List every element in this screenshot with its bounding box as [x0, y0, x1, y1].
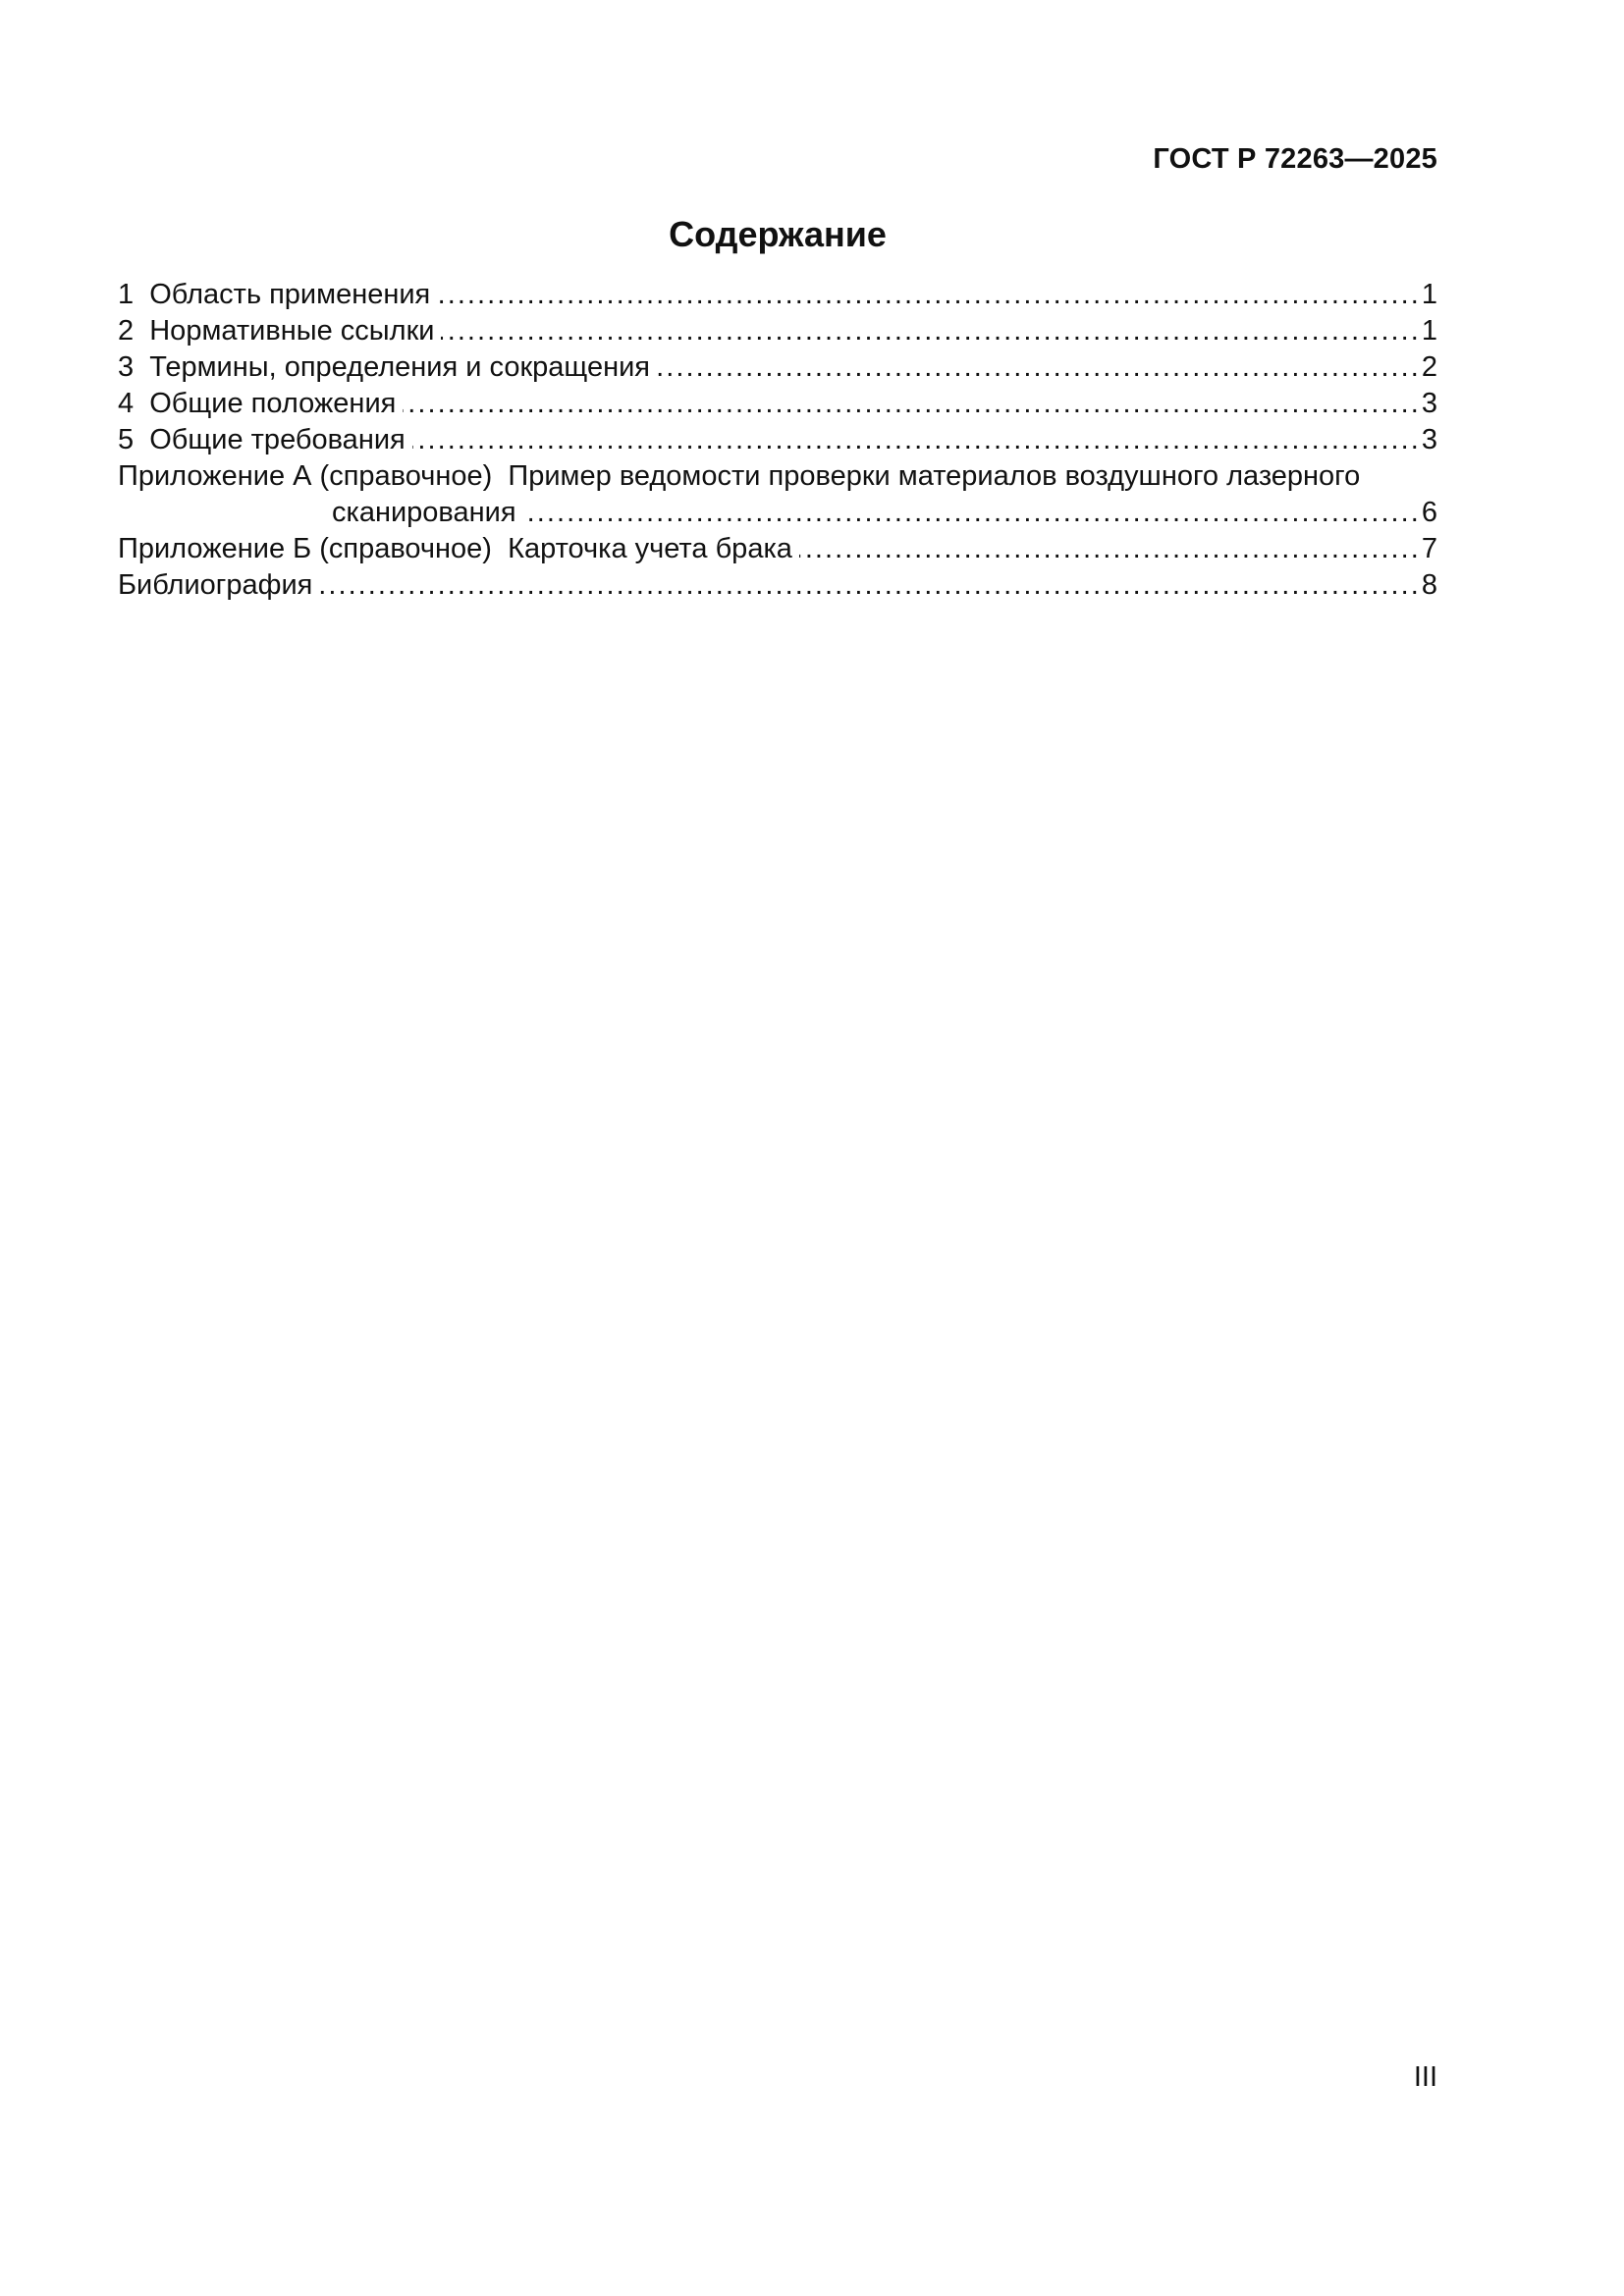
toc-dot-leader [437, 277, 1419, 313]
toc-entry [118, 349, 1437, 386]
toc-entry [118, 422, 1437, 458]
page-number: III [1413, 2061, 1437, 2093]
toc-entry [118, 567, 1437, 604]
toc-entry-label: Библиография [118, 569, 313, 601]
toc-dot-leader [403, 386, 1419, 422]
toc-entry [118, 277, 1437, 313]
toc-entry-label: 2 Нормативные ссылки [118, 315, 435, 347]
toc-entry [118, 386, 1437, 422]
toc-entry-page: 2 [1421, 351, 1437, 383]
toc-entry-page: 1 [1421, 279, 1437, 310]
toc-entry-appendix-a-line1 [118, 458, 1437, 495]
toc-entry-label: 1 Область применения [118, 279, 431, 310]
toc-entry-page: 8 [1421, 569, 1437, 601]
toc-entry-label: Приложение А (справочное) Пример ведомости проверки материалов воздушного лазерного [118, 460, 1361, 492]
toc-dot-leader [319, 567, 1418, 604]
toc-dot-leader [799, 531, 1419, 567]
toc-dot-leader [523, 495, 1419, 531]
toc-entry-page: 3 [1421, 424, 1437, 455]
toc-entry-page: 3 [1421, 388, 1437, 419]
toc-entry-label: сканирования [332, 497, 516, 528]
toc-entry-page: 1 [1421, 315, 1437, 347]
toc-dot-leader [657, 349, 1419, 386]
toc-entry-appendix-a-line2 [332, 495, 1437, 531]
toc-dot-leader [441, 313, 1418, 349]
toc-entry-label: 5 Общие требования [118, 424, 406, 455]
toc-entry-label: 3 Термины, определения и сокращения [118, 351, 650, 383]
toc-entry-page: 6 [1421, 497, 1437, 528]
toc-title: Содержание [669, 214, 887, 254]
toc-dot-leader [412, 422, 1419, 458]
doc-number: ГОСТ Р 72263—2025 [1153, 143, 1437, 175]
toc-entry-label: Приложение Б (справочное) Карточка учета брака [118, 533, 792, 564]
toc-entry-page: 7 [1421, 533, 1437, 564]
toc-entry [118, 531, 1437, 567]
toc-entry-label: 4 Общие положения [118, 388, 397, 419]
toc-entry [118, 313, 1437, 349]
table-of-contents [118, 277, 1437, 604]
